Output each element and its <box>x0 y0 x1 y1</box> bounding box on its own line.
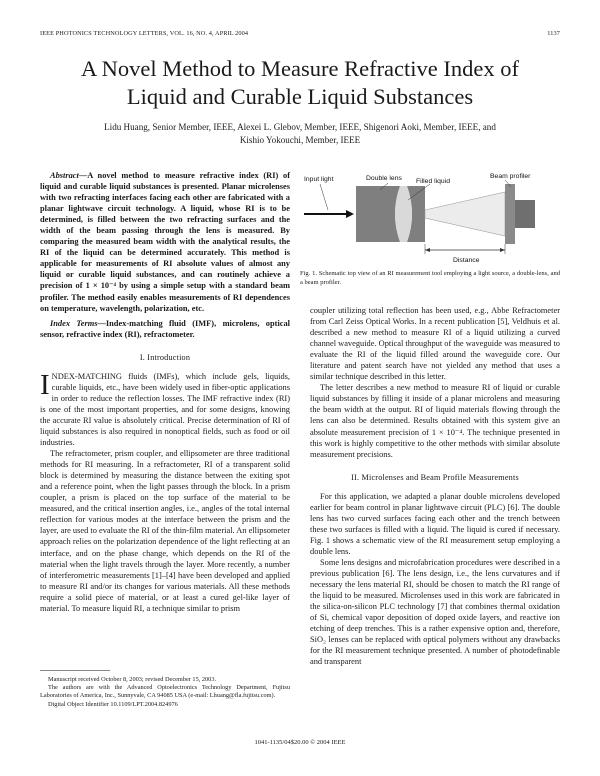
paper-title <box>0 55 600 111</box>
intro-paragraph-1-text: NDEX-MATCHING fluids (IMFs), which include gels, liquids, curable liquids, etc., have been widely used in fiber-optic applications in order to reduce the reflection losses. The IMF refractive index (RI) is one of the most important properties, and for some designs, knowing the accurate RI value is absolutely critical. Precise determination of RI of liquid substances is also required in nonoptical fields, such as food or oil industries. <box>40 371 290 448</box>
author-list <box>40 121 560 146</box>
right-paragraph-1: coupler utilizing total reflection has been used, e.g., Abbe Refractometer from Carl Zeiss Optical Works. In a recent publication [5], Veldhuis et al. described a new method to measure RI of a liquid utilizing a curved channel waveguide. Optical throughput of the waveguide was measured to evaluate the RI of the liquid filled around the waveguide core. Our literature and patent search have not yielded any method that uses a similar technique described in this letter. <box>310 306 560 382</box>
left-lens-half <box>356 186 400 242</box>
intro-paragraph-1 <box>40 368 290 448</box>
beam-profiler-body <box>515 200 535 228</box>
label-filled-liquid: Filled liquid <box>416 178 451 185</box>
right-paragraph-2: The letter describes a new method to measure RI of liquid or curable liquid substances by filling it inside of a planar microlens and measuring the beam width at the output. RI of liquid materials flowing through the lens can also be determined. Results obtained with this system give an absolute measurement precision of 1 × 10⁻⁴. The technique presented in this work is highly competitive to the other methods with similar absolute measurement precisions. <box>310 383 560 459</box>
authors-line-2: Kishio Yokouchi, Member, IEEE <box>239 134 361 145</box>
page-number: 1137 <box>547 30 560 37</box>
figure-1 <box>300 170 560 266</box>
section-heading-microlenses: II. Microlenses and Beam Profile Measurements <box>351 472 519 482</box>
label-beam-profiler: Beam profiler <box>490 173 531 180</box>
footnote-rule <box>40 670 110 671</box>
footnote-affiliation: The authors are with the Advanced Optoelectronics Technology Department, Fujitsu Laboratories of America, Inc., Sunnyvale, CA 94085 USA (e-mail: Lhuang@fla.fujitsu.com). <box>40 684 290 700</box>
abstract <box>40 170 290 314</box>
index-terms <box>40 318 290 340</box>
footnote-doi: Digital Object Identifier 10.1109/LPT.2004.824976 <box>48 700 178 708</box>
drop-cap: I <box>40 368 50 401</box>
left-column <box>40 170 290 614</box>
filled-liquid-region <box>395 186 412 242</box>
right-column <box>310 305 560 667</box>
authors-line-1: Lidu Huang, Senior Member, IEEE, Alexei L. Glebov, Member, IEEE, Shigenori Aoki, Member, IEEE, and <box>104 122 496 132</box>
title-line-2: Liquid and Curable Liquid Substances <box>126 84 474 109</box>
label-double-lens: Double lens <box>366 175 402 182</box>
right-paragraph-4: Some lens designs and microfabrication procedures were described in a previous publication [6]. The lens design, i.e., the lens curvatures and if necessary the lens material RI, should be chosen to match the RI range of the liquid to be measured. Microlenses used in this work are fabricated in the silica-on-silicon PLC technology [7] that combines thermal oxidation of Si, chemical vapor deposition of doped oxide layers, and reactive ion etching of deep trenches. This is a rather expensive option and, therefore, SiO₂ lenses can be replaced with optical polymers without any drawbacks for the RI measurement technique presented. A number of photodefinable and transparent <box>310 557 560 667</box>
index-terms-text: Index-matching fluid (IMF), microlens, optical sensor, refractive index (RI), refractometer. <box>40 318 291 339</box>
intro-paragraph-2: The refractometer, prism coupler, and ellipsometer are three traditional methods for RI measuring. In a refractometer, RI of a transparent solid block is determined by measuring the distance between the exiting spot and a reference point, when the light passes through the block. In a prism coupler, a prism is placed on the top surface of the material to be measured, and the critical insertion angles, i.e., angles of the total internal reflection for various modes at the interface between the prism and the layer, are used to evaluate the RI of the thin-film material. An ellipsometer approach relies on the polarization dependence of the light reflecting at an interface, and on the phase change, which depends on the RI of the material when the light travels through the layer. More recently, a number of interferometric measurements [1]–[4] have been developed and applied to measure RI and/or its changes for various materials. All these methods require a solid piece of material, or at least a cured gel-like layer of material. To measure liquid RI, a technique similar to prism <box>40 449 290 613</box>
label-distance: Distance <box>453 257 480 264</box>
right-paragraph-3: For this application, we adapted a planar double microlens developed earlier for beam control in planar lightwave circuit (PLC) [6]. The double lens has two curved surfaces facing each other and the trench between these two surfaces is filled with a liquid. The liquid is cured if necessary. Fig. 1 shows a schematic view of the RI measurement setup employing a double lens. <box>310 491 560 556</box>
beam-profiler <box>505 184 515 244</box>
running-header: IEEE PHOTONICS TECHNOLOGY LETTERS, VOL. 16, NO. 4, APRIL 2004 <box>40 30 249 37</box>
abstract-text: A novel method to measure refractive index (RI) of liquid and curable liquid substances is presented. Planar microlenses with two refracting interfaces facing each other are fabricated with a planar lightwave circuit technology. A liquid, whose RI is to be determined, is filled between the two refracting surfaces and the width of the beam passing through the lens is measured. By comparing the measured beam width with the analytical results, the RI of the liquid can be determined accurately. This method is applicable for measurements of RI absolute values of almost any liquid or curable liquid substances, and can routinely achieve a precision of 1 × 10⁻⁴ by using a simple setup with a standard beam profiler. The method easily enables measurements of RI dependences on temperature, wavelength, polarization, etc. <box>40 171 290 313</box>
abstract-label: Abstract— <box>50 171 88 180</box>
index-terms-label: Index Terms— <box>50 318 106 328</box>
section-heading-introduction: I. Introduction <box>139 352 191 362</box>
figure-1-diagram <box>300 170 560 266</box>
footnote-manuscript: Manuscript received October 8, 2003; revised December 15, 2003. <box>48 676 217 683</box>
footnotes <box>40 676 290 709</box>
figure-1-caption: Fig. 1. Schematic top view of an RI measurement tool employing a light source, a double-lens, and a beam profiler. <box>300 270 560 286</box>
copyright-footer: 1041-1135/04$20.00 © 2004 IEEE <box>254 739 346 746</box>
title-line-1: A Novel Method to Measure Refractive Index of <box>81 56 519 81</box>
label-input-light: Input light <box>304 176 334 183</box>
